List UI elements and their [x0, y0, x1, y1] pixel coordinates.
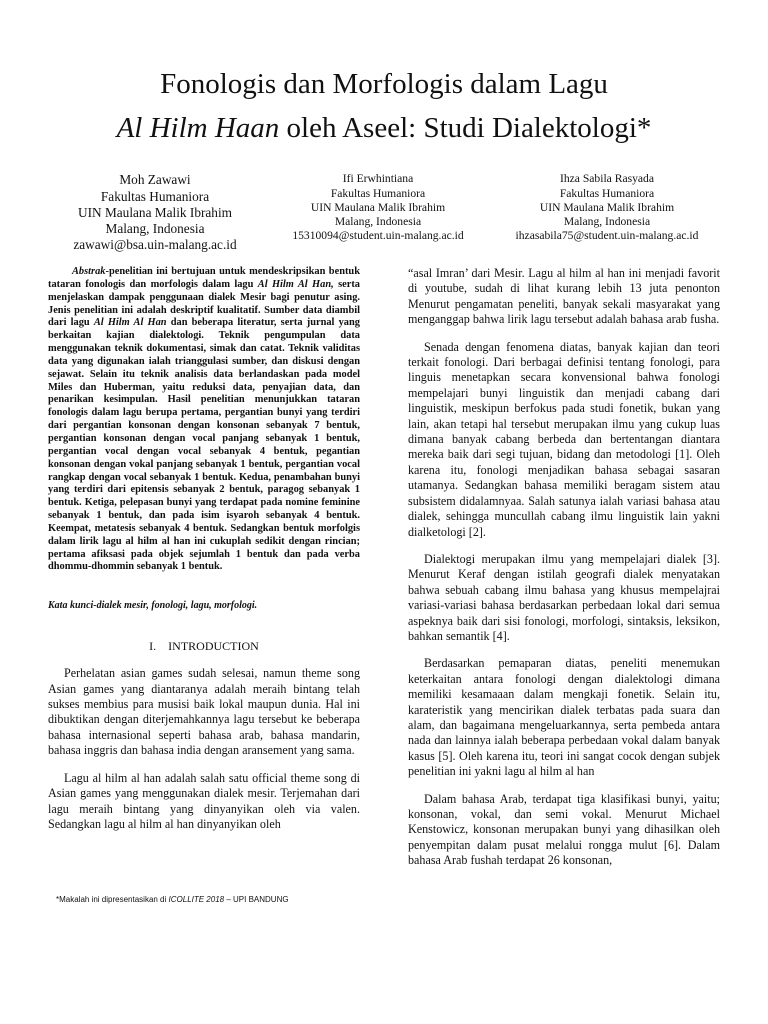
author-location: Malang, Indonesia: [563, 215, 651, 228]
body-paragraph: Perhelatan asian games sudah selesai, namun theme song Asian games yang diantaranya adalah meraih bintang telah sukses membius para musisi baik lokal maupun dunia. Hal ini dibuktikan dengan diterjemahkannya lagu tersebut ke beberapa bahasa internasional seperti bahasa arab, bahasa mandarin, bahasa inggris dan bahasa india dengan aransement yang sama.: [48, 666, 360, 758]
author-block-2: [265, 172, 491, 253]
author-block-1: [48, 172, 262, 253]
title-line-2-rest: oleh Aseel: Studi Dialektologi*: [279, 112, 652, 144]
author-name: Moh Zawawi: [119, 172, 191, 187]
author-block-3: [494, 172, 720, 253]
keywords: Kata kunci-dialek mesir, fonologi, lagu, morfologi.: [48, 600, 258, 612]
author-email: 15310094@student.uin-malang.ac.id: [292, 229, 464, 242]
body-paragraph: “asal Imran’ dari Mesir. Lagu al hilm al han ini menjadi favorit di youtube, sudah di lihat kurang lebih 13 juta penonton Menurut pengamatan peneliti, banyak sekali masyarakat yang menganggap bahwa lirik lagu tersebut adalah bahasa arab fusha.: [408, 266, 720, 327]
author-list: [48, 172, 720, 253]
body-paragraph: Lagu al hilm al han adalah salah satu official theme song di Asian games yang menggunakan dialek mesir. Terjemahan dari lagu meraih bintang yang dinyanyikan oleh via valen. Sedangkan lagu al hilm al han dinyanyikan oleh: [48, 770, 360, 831]
footnote-text: – UPI BANDUNG: [224, 895, 289, 904]
author-email: zawawi@bsa.uin-malang.ac.id: [73, 237, 237, 252]
title-song-name: Al Hilm Haan: [116, 112, 280, 144]
right-column: [408, 266, 720, 881]
author-university: UIN Maulana Malik Ibrahim: [310, 201, 446, 214]
abstract-text: serta menjelaskan dampak penggunaan dialek Mesir bagi penutur asing. Jenis penelitian ini adalah deskriptif kualitatif. Sumber data diambil dari lagu: [48, 278, 360, 329]
abstract-song-name: Al Hilm Al Han: [93, 317, 167, 329]
body-paragraph: Senada dengan fenomena diatas, banyak kajian dan teori terkait fonologi. Dari berbagai definisi tentang fonologi, para linguis menetapkan secara konvensional bahwa fonologi mempelajari bunyi linguistik dan menjadi cabang dari linguistik, meskipun berfokus pada studi fonetik, bukan yang lain, akan tetapi hal tersebut merupakan ilmu yang cukup luas dimana banyak cabang berbeda dan bertentangan diantara mereka baik dari segi tujuan, bidang dan metodologi [1]. Oleh karena itu, fonologi menjadikan bahasa sebagai sasaran utamanya. Sedangkan bahasa memiliki beragam sistem atau subsistem didalamnyaa. Salah satunya ialah variasi bahasa atau dialek, sehingga muncullah cabang ilmu linguistik lain yakni dialketologi [2].: [408, 339, 720, 539]
left-column: [48, 266, 360, 844]
author-location: Malang, Indonesia: [105, 221, 205, 236]
footnote-text: *Makalah ini dipresentasikan di: [56, 895, 169, 904]
right-body-text: [408, 266, 720, 869]
abstract-song-name: Al Hilm Al Han,: [257, 278, 334, 290]
author-email: ihzasabila75@student.uin-malang.ac.id: [515, 229, 699, 242]
author-location: Malang, Indonesia: [334, 215, 422, 228]
section-heading-introduction: I. INTRODUCTION: [149, 639, 259, 654]
body-paragraph: Berdasarkan pemaparan diatas, peneliti menemukan keterkaitan antara fonologi dengan dialektologi dimana memiliki kesamaaan dalam mengkaji fonetik. Selain itu, karateristik yang mencirikan dialek terbatas pada suara dan alam, dan bagaimana mengeluarkannya, serta pembeda antara nada dan lainnya ialah beberapa perbedaan vokal dalam banyak kasus [5]. Oleh karena itu, teori ini sangat cocok dengan subjek penelitian ini yakni lagu al hilm al han: [408, 656, 720, 779]
footnote: [56, 895, 289, 904]
author-name: Ihza Sabila Rasyada: [559, 172, 654, 185]
author-university: UIN Maulana Malik Ibrahim: [539, 201, 675, 214]
body-paragraph: Dalam bahasa Arab, terdapat tiga klasifikasi bunyi, yaitu; konsonan, vokal, dan semi vokal. Menurut Michael Kenstowicz, konsonan merupakan bunyi yang dihasilkan oleh penyempitan dalam pusat melalui rongga mulut [6]. Dalam bahasa Arab fushah terdapat 26 konsonan,: [408, 791, 720, 868]
author-faculty: Fakultas Humaniora: [100, 189, 210, 204]
paper-title: [0, 62, 768, 150]
title-line-1: Fonologis dan Morfologis dalam Lagu: [160, 68, 608, 100]
body-paragraph: Dialektogi merupakan ilmu yang mempelajari dialek [3]. Menurut Keraf dengan istilah geografi dialek menyatakan bahwa sebuah cabang ilmu bahasa yang khusus mempelajrai variasi-variasi bahasa berdasarkan perbedaan lokal dari semua aspeknya baik dari sisi fonologi, morfologi, sintaksis, leksikon, bahkan semantik [4].: [408, 551, 720, 643]
author-name: Ifi Erwhintiana: [342, 172, 414, 185]
abstract-text: dan beberapa literatur, serta jurnal yang berkaitan kajian dialektologi. Teknik pengumpulan data menggunakan teknik dokumentasi, simak dan catat. Teknik validitas data yang digunakan ialah trianggulasi sumber, dan diskusi dengan sejawat. Selain itu teknik analisis data berlandaskan pada model Miles dan Huberman, yaitu reduksi data, penyajian data, dan penarikan kesimpulan. Hasil penelitian menunjukkan tataran fonologis dalam lagu berupa pertama, pergantian bunyi yang terdiri dari pergantian konsonan dengan konsonan sebanyak 7 bentuk, pergantian konsonan dengan vocal panjang sebanyak 1 bentuk, pergantian vocal dengan vocal sebanyak 4 bentuk, pegantian konsonan dengan vokal panjang sebanyak 1 bentuk, pergantian vocal rangkap dengan vocal sebanyak 1 bentuk. Kedua, penambahan bunyi yang terdiri dari epitensis sebanyak 2 bentuk, paragog sebanyak 1 bentuk. Ketiga, pelepasan bunyi yang terdapat pada nomine feminine sebanyak 1 bentuk, dan pada isim isyaroh sebanyak 4 bentuk. Keempat, metatesis sebanyak 4 bentuk. Sedangkan bentuk morfolgis dalam lirik lagu al hilm al han ini cukuplah sedikit dengan rincian; pertama afiksasi pada objek sejumlah 1 bentuk dan pada verba dhommu-dhommin sebanyak 1 bentuk.: [48, 317, 360, 573]
abstract-label: Abstrak: [72, 266, 106, 277]
author-faculty: Fakultas Humaniora: [559, 187, 655, 200]
author-university: UIN Maulana Malik Ibrahim: [78, 205, 232, 220]
left-body-text: [48, 666, 360, 832]
title-line-2: [0, 106, 768, 150]
author-faculty: Fakultas Humaniora: [330, 187, 426, 200]
footnote-venue: ICOLLITE 2018: [168, 895, 225, 904]
abstract: [48, 266, 360, 574]
abstract-text: -penelitian ini bertujuan untuk mendeskripsikan bentuk tataran fonologis dan morfologis dalam lagu: [48, 266, 360, 290]
